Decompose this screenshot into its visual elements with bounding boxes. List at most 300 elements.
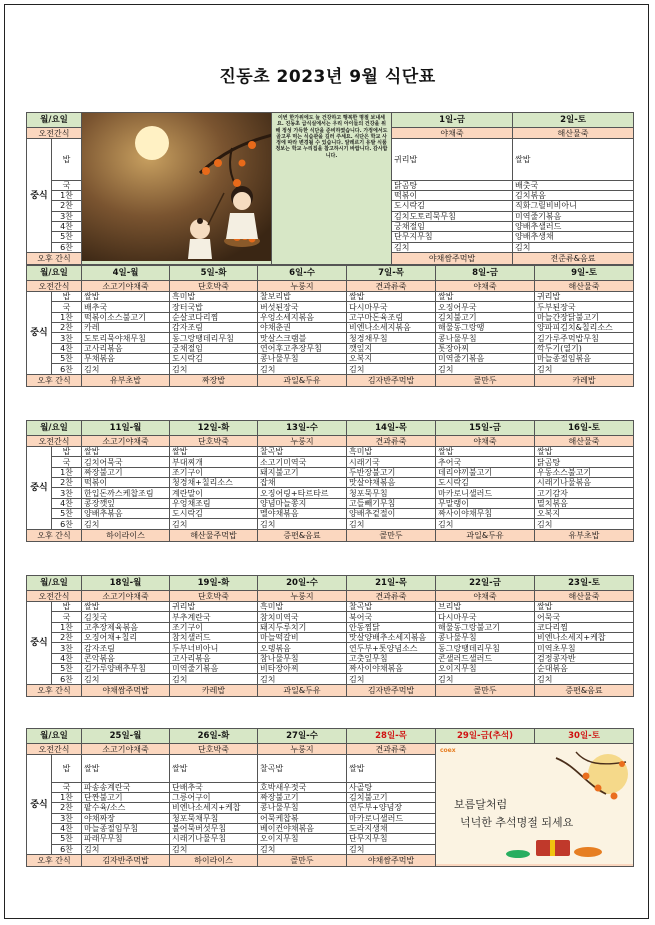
week-table-2 xyxy=(26,265,634,387)
meal-cell: 마늘간장닭불고기 xyxy=(535,312,634,322)
week-table-1 xyxy=(26,112,634,265)
meal-cell: 떡볶이 xyxy=(82,478,170,488)
meal-cell: 두반장불고기 xyxy=(347,467,436,477)
am-snack-label: 오전간식 xyxy=(27,128,82,139)
meal-cell: 오복지 xyxy=(535,509,634,519)
meal-cell: 북어국 xyxy=(347,612,436,622)
page-title: 진동초 2023년 9월 식단표 xyxy=(219,67,436,87)
week-table-3 xyxy=(26,420,634,542)
row-label: 국 xyxy=(52,457,82,467)
meal-cell: 깍두기(열기) xyxy=(535,343,634,353)
am-snack-label: 오전간식 xyxy=(27,281,82,292)
day-header-row xyxy=(27,729,634,744)
meal-cell: 맛살야채볶음 xyxy=(347,478,436,488)
day-header-label: 월/요일 xyxy=(27,576,82,591)
meal-cell: 우엉소세지볶음 xyxy=(258,312,347,322)
meal-cell: 도시락김 xyxy=(392,201,513,211)
row-label: 4찬 xyxy=(52,343,82,353)
meal-cell: 맛살양배추소세지볶음 xyxy=(347,633,436,643)
am-snack-cell: 소고기야채죽 xyxy=(82,281,170,292)
meal-cell: 김치 xyxy=(436,519,535,529)
meal-cell: 검정콩자반 xyxy=(535,653,634,663)
row-label: 1찬 xyxy=(52,792,82,802)
meal-cell: 김치 xyxy=(535,364,634,374)
am-snack-label: 오전간식 xyxy=(27,436,82,447)
pm-snack-label: 오후 간식 xyxy=(27,253,82,265)
greeting-line-1: 보름달처럼 xyxy=(454,798,508,811)
meal-cell: 고들빼기무침 xyxy=(347,498,436,508)
meal-cell: 오뎅볶음 xyxy=(258,643,347,653)
row-label: 5찬 xyxy=(52,834,82,844)
meal-cell: 동그랑땡데리무침 xyxy=(436,643,535,653)
pm-snack-cell: 전준류&음료 xyxy=(513,253,634,265)
chuseok-greeting-card xyxy=(436,744,634,867)
day-header-label: 월/요일 xyxy=(27,729,82,744)
meal-cell: 베이컨야채볶음 xyxy=(258,823,347,833)
meal-cell: 계란말이 xyxy=(170,488,258,498)
pm-snack-cell: 김자반주먹밥 xyxy=(347,684,436,696)
pm-snack-row xyxy=(27,374,634,386)
row-label: 국 xyxy=(52,612,82,622)
am-snack-cell: 단호박죽 xyxy=(170,281,258,292)
row-label: 6찬 xyxy=(52,242,82,252)
meal-row xyxy=(27,467,634,477)
row-label: 국 xyxy=(52,782,82,792)
meal-row xyxy=(27,323,634,333)
row-label: 3찬 xyxy=(52,488,82,498)
lunch-label: 중식 xyxy=(27,292,52,375)
day-header: 15일-금 xyxy=(436,421,535,436)
meal-cell: 안동찜닭 xyxy=(347,622,436,632)
meal-cell: 찰곡밥 xyxy=(258,755,347,783)
day-header: 19일-화 xyxy=(170,576,258,591)
day-header-holiday: 29일-금(추석) xyxy=(436,729,535,744)
meal-cell: 쌀밥 xyxy=(170,755,258,783)
meal-row xyxy=(27,664,634,674)
meal-cell: 우동소스불고기 xyxy=(535,467,634,477)
meal-cell: 어묵국 xyxy=(535,612,634,622)
row-label: 2찬 xyxy=(52,803,82,813)
meal-cell: 야채춘권 xyxy=(258,323,347,333)
meal-row xyxy=(27,612,634,622)
meal-cell: 단무지무침 xyxy=(347,834,436,844)
am-snack-cell: 소고기야채죽 xyxy=(82,744,170,755)
meal-cell: 짜사이야채무침 xyxy=(436,509,535,519)
meal-cell: 두부된장국 xyxy=(535,302,634,312)
am-snack-cell: 해산물죽 xyxy=(535,281,634,292)
am-snack-cell: 견과류죽 xyxy=(347,436,436,447)
meal-cell: 김치 xyxy=(82,364,170,374)
meal-cell: 쌀밥 xyxy=(82,292,170,302)
meal-cell: 파래무무침 xyxy=(82,834,170,844)
meal-cell: 쌀밥 xyxy=(82,602,170,612)
meal-cell: 찰곡밥 xyxy=(258,447,347,457)
day-header: 25일-월 xyxy=(82,729,170,744)
meal-cell: 사골탕 xyxy=(347,782,436,792)
meal-cell: 오징어링+타르타르 xyxy=(258,488,347,498)
meal-cell: 김치 xyxy=(347,674,436,684)
meal-cell: 감자조림 xyxy=(82,643,170,653)
meal-row xyxy=(27,602,634,612)
row-label: 5찬 xyxy=(52,509,82,519)
meal-cell: 해물동그랑땡 xyxy=(436,323,535,333)
meal-cell: 조기구이 xyxy=(170,467,258,477)
row-label: 밥 xyxy=(52,602,82,612)
row-label: 밥 xyxy=(52,447,82,457)
meal-cell: 소고기미역국 xyxy=(258,457,347,467)
pm-snack-cell: 증편&음료 xyxy=(258,529,347,541)
meal-cell: 감자조림 xyxy=(170,323,258,333)
meal-cell: 코다리찜 xyxy=(535,622,634,632)
row-label: 밥 xyxy=(52,755,82,783)
meal-cell: 귀리밥 xyxy=(392,139,513,181)
meal-cell: 양배추겉절이 xyxy=(347,509,436,519)
meal-cell: 김치 xyxy=(535,674,634,684)
pm-snack-cell: 콜만두 xyxy=(436,684,535,696)
lunch-label: 중식 xyxy=(27,447,52,530)
meal-cell: 도시락김 xyxy=(170,509,258,519)
meal-cell: 콩장깻잎 xyxy=(82,498,170,508)
meal-cell: 김치 xyxy=(347,844,436,854)
meal-cell: 부추계란국 xyxy=(170,612,258,622)
am-snack-cell: 누룽지 xyxy=(258,281,347,292)
meal-cell: 멸치볶음 xyxy=(535,498,634,508)
meal-cell: 김치 xyxy=(535,519,634,529)
meal-cell: 흑미밥 xyxy=(258,602,347,612)
day-header: 26일-화 xyxy=(170,729,258,744)
day-header-row xyxy=(27,576,634,591)
meal-cell: 연두부+양념장 xyxy=(347,803,436,813)
meal-cell: 두부너비아니 xyxy=(170,643,258,653)
meal-cell: 청포묵채무침 xyxy=(170,813,258,823)
meal-cell: 짜장불고기 xyxy=(82,467,170,477)
meal-row xyxy=(27,488,634,498)
meal-cell: 마늘종절임볶음 xyxy=(535,354,634,364)
row-label: 1찬 xyxy=(52,467,82,477)
meal-cell: 김치 xyxy=(392,242,513,252)
day-header: 1일-금 xyxy=(392,113,513,128)
meal-cell: 김가루양배추무침 xyxy=(82,664,170,674)
am-snack-cell: 누룽지 xyxy=(258,436,347,447)
meal-cell: 맛살스크램블 xyxy=(258,333,347,343)
meal-cell: 쌀밥 xyxy=(347,755,436,783)
meal-row xyxy=(27,302,634,312)
meal-cell: 콩나물무침 xyxy=(436,333,535,343)
pm-snack-cell: 카레밥 xyxy=(170,684,258,696)
meal-cell: 도라지생채 xyxy=(347,823,436,833)
row-label: 4찬 xyxy=(52,653,82,663)
meal-cell: 양배추생채 xyxy=(513,232,634,242)
meal-row xyxy=(27,364,634,374)
row-label: 3찬 xyxy=(52,211,82,221)
meal-cell: 쌀밥 xyxy=(436,292,535,302)
meal-cell: 도시락김 xyxy=(170,354,258,364)
pm-snack-label: 오후 간식 xyxy=(27,684,82,696)
meal-cell: 고추장제육볶음 xyxy=(82,622,170,632)
full-moon-icon xyxy=(135,126,169,160)
row-label: 3찬 xyxy=(52,643,82,653)
meal-cell: 콩나물무침 xyxy=(258,354,347,364)
day-header: 21일-목 xyxy=(347,576,436,591)
am-snack-row xyxy=(27,591,634,602)
pm-snack-cell: 카레밥 xyxy=(535,374,634,386)
meal-cell: 비타장아찌 xyxy=(258,664,347,674)
row-label: 5찬 xyxy=(52,354,82,364)
day-header: 11일-월 xyxy=(82,421,170,436)
pm-snack-cell: 짜장밥 xyxy=(170,374,258,386)
meal-row xyxy=(27,519,634,529)
meal-row xyxy=(27,643,634,653)
meal-cell: 무채볶음 xyxy=(82,354,170,364)
row-label: 4찬 xyxy=(52,498,82,508)
brand-logo: coex xyxy=(440,747,456,754)
meal-cell: 고기감자 xyxy=(535,488,634,498)
meal-row xyxy=(27,498,634,508)
pm-snack-cell: 김자반주먹밥 xyxy=(347,374,436,386)
meal-cell: 김치 xyxy=(258,844,347,854)
pm-snack-cell: 야채쌈주먹밥 xyxy=(392,253,513,265)
meal-cell: 참치미역국 xyxy=(258,612,347,622)
am-snack-row xyxy=(27,436,634,447)
meal-cell: 김치 xyxy=(436,674,535,684)
meal-cell: 오징어채+칠리 xyxy=(82,633,170,643)
pm-snack-cell: 하이라이스 xyxy=(170,855,258,867)
meal-cell: 짜사이야채볶음 xyxy=(347,664,436,674)
am-snack-cell: 야채죽 xyxy=(436,591,535,602)
am-snack-cell: 단호박죽 xyxy=(170,591,258,602)
meal-cell: 마늘종절임무침 xyxy=(82,823,170,833)
pm-snack-cell: 유부초밥 xyxy=(82,374,170,386)
row-label: 국 xyxy=(52,302,82,312)
am-snack-cell: 단호박죽 xyxy=(170,436,258,447)
am-snack-cell: 야채죽 xyxy=(392,128,513,139)
day-header: 28일-목 xyxy=(347,729,436,744)
pm-snack-cell: 콜만두 xyxy=(436,374,535,386)
meal-cell: 닭곰탕 xyxy=(392,180,513,190)
meal-cell: 팥수육/소스 xyxy=(82,803,170,813)
greeting-line-2: 넉넉한 추석명절 되세요 xyxy=(460,816,574,829)
pm-snack-cell: 콜만두 xyxy=(347,529,436,541)
meal-cell: 오징어무국 xyxy=(436,302,535,312)
day-header: 18일-월 xyxy=(82,576,170,591)
day-header: 23일-토 xyxy=(535,576,634,591)
meal-cell: 콘악볶음 xyxy=(82,653,170,663)
day-header: 8일-금 xyxy=(436,266,535,281)
meal-cell: 김치어묵국 xyxy=(82,457,170,467)
day-header-row xyxy=(27,266,634,281)
day-header: 7일-목 xyxy=(347,266,436,281)
notice-text: 이번 한가위에도 늘 건강하고 행복한 명절 보내세요. 진동초 급식실에서는 우리 아이들의 건강을 위해 정성 가득한 식단을 준비하였습니다. 가정에서도 골고루 먹는 식습관을 길러 주세요. 식단은 학교 사정에 따라 변경될 수 있습니다. 알레르기 유발 식품 정보는 학교 누리집을 참고하시기 바랍니다. 감사합니다. xyxy=(272,113,392,265)
day-header: 27일-수 xyxy=(258,729,347,744)
day-header-row xyxy=(27,113,634,128)
meal-cell: 양배추샐러드 xyxy=(513,221,634,231)
meal-cell: 김치 xyxy=(513,242,634,252)
row-label: 6찬 xyxy=(52,519,82,529)
meal-row xyxy=(27,333,634,343)
meal-cell: 청경채무침 xyxy=(347,333,436,343)
meal-cell: 직화그릴비비아니 xyxy=(513,201,634,211)
meal-cell: 청경채+칠리소스 xyxy=(170,478,258,488)
row-label: 1찬 xyxy=(52,312,82,322)
meal-cell: 연두부+톳양념소스 xyxy=(347,643,436,653)
row-label: 6찬 xyxy=(52,674,82,684)
lunch-label: 중식 xyxy=(27,139,52,253)
meal-row xyxy=(27,478,634,488)
day-header: 14일-목 xyxy=(347,421,436,436)
meal-cell: 김치 xyxy=(82,519,170,529)
meal-cell: 짜장불고기 xyxy=(258,792,347,802)
meal-cell: 김치 xyxy=(170,844,258,854)
pm-snack-label: 오후 간식 xyxy=(27,374,82,386)
meal-cell: 연어후고추장무침 xyxy=(258,343,347,353)
am-snack-cell: 단호박죽 xyxy=(170,744,258,755)
meal-cell: 단배추국 xyxy=(170,782,258,792)
chuseok-moon-illustration xyxy=(82,113,272,265)
day-header: 12일-화 xyxy=(170,421,258,436)
pm-snack-cell: 콜만두 xyxy=(258,855,347,867)
meal-cell: 김치 xyxy=(258,674,347,684)
row-label: 밥 xyxy=(52,292,82,302)
meal-cell: 브리밥 xyxy=(436,602,535,612)
am-snack-label: 오전간식 xyxy=(27,744,82,755)
meal-cell: 떡볶이소스불고기 xyxy=(82,312,170,322)
meal-cell: 고춧잎무침 xyxy=(347,653,436,663)
pm-snack-cell: 과일&두유 xyxy=(258,374,347,386)
pm-snack-row xyxy=(27,684,634,696)
row-label: 4찬 xyxy=(52,221,82,231)
day-header-label: 월/요일 xyxy=(27,266,82,281)
meal-cell: 궁채절임 xyxy=(170,343,258,353)
moon-persimmon-illustration xyxy=(82,113,272,261)
meal-cell: 쌀밥 xyxy=(82,447,170,457)
day-header: 22일-금 xyxy=(436,576,535,591)
meal-cell: 콩나물무침 xyxy=(436,633,535,643)
meal-cell: 김치 xyxy=(258,364,347,374)
meal-cell: 시래기나물볶음 xyxy=(535,478,634,488)
am-snack-row xyxy=(27,281,634,292)
meal-cell: 단무지무침 xyxy=(392,232,513,242)
row-label: 3찬 xyxy=(52,333,82,343)
week-table-5 xyxy=(26,728,634,867)
meal-cell: 고사리볶음 xyxy=(170,653,258,663)
meal-cell: 야채짜장 xyxy=(82,813,170,823)
meal-cell: 양배추볶음 xyxy=(82,509,170,519)
day-header: 6일-수 xyxy=(258,266,347,281)
day-header-label: 월/요일 xyxy=(27,113,82,128)
am-snack-cell: 견과류죽 xyxy=(347,744,436,755)
meal-cell: 찰보리밥 xyxy=(258,292,347,302)
meal-cell: 양념마늘쫑지 xyxy=(258,498,347,508)
meal-cell: 돼지두루치기 xyxy=(258,622,347,632)
am-snack-cell: 해산물죽 xyxy=(535,436,634,447)
meal-cell: 시래기국 xyxy=(347,457,436,467)
meal-cell: 깻잎지 xyxy=(347,343,436,353)
meal-cell: 돼지불고기 xyxy=(258,467,347,477)
meal-cell: 버섯된장국 xyxy=(258,302,347,312)
row-label: 2찬 xyxy=(52,478,82,488)
row-label: 2찬 xyxy=(52,201,82,211)
meal-row xyxy=(27,457,634,467)
pm-snack-cell: 증편&음료 xyxy=(535,684,634,696)
meal-row xyxy=(27,292,634,302)
meal-cell: 배춧국 xyxy=(513,180,634,190)
am-snack-cell: 해산물죽 xyxy=(513,128,634,139)
meal-cell: 김치불고기 xyxy=(347,792,436,802)
meal-cell: 단짠불고기 xyxy=(82,792,170,802)
pm-snack-cell: 과일&두유 xyxy=(258,684,347,696)
row-label: 6찬 xyxy=(52,364,82,374)
meal-cell: 귀리밥 xyxy=(535,292,634,302)
day-header: 20일-수 xyxy=(258,576,347,591)
row-label: 2찬 xyxy=(52,323,82,333)
meal-cell: 참치샐러드 xyxy=(170,633,258,643)
pm-snack-cell: 하이라이스 xyxy=(82,529,170,541)
meal-row xyxy=(27,343,634,353)
day-header: 9일-토 xyxy=(535,266,634,281)
meal-cell: 추어국 xyxy=(436,457,535,467)
meal-cell: 고사리볶음 xyxy=(82,343,170,353)
meal-cell: 흑미밥 xyxy=(347,447,436,457)
meal-cell: 김치 xyxy=(347,364,436,374)
lunch-label: 중식 xyxy=(27,602,52,685)
meal-cell: 순살코다리찜 xyxy=(170,312,258,322)
meal-cell: 미역줄기볶음 xyxy=(170,664,258,674)
am-snack-cell: 소고기야채죽 xyxy=(82,436,170,447)
meal-cell: 콩나물무침 xyxy=(258,803,347,813)
row-label: 2찬 xyxy=(52,633,82,643)
week-table-4 xyxy=(26,575,634,697)
row-label: 5찬 xyxy=(52,232,82,242)
row-label: 5찬 xyxy=(52,664,82,674)
meal-cell: 떡볶이 xyxy=(392,190,513,200)
am-snack-cell: 누룽지 xyxy=(258,591,347,602)
meal-cell: 김치 xyxy=(170,364,258,374)
pm-snack-cell: 유부초밥 xyxy=(535,529,634,541)
row-label: 국 xyxy=(52,180,82,190)
meal-cell: 흑미밥 xyxy=(170,292,258,302)
meal-cell: 동그랑땡데리무침 xyxy=(170,333,258,343)
meal-cell: 김치불고기 xyxy=(436,312,535,322)
row-label: 밥 xyxy=(52,139,82,181)
meal-cell: 다시마무국 xyxy=(436,612,535,622)
row-label: 3찬 xyxy=(52,813,82,823)
am-snack-cell: 누룽지 xyxy=(258,744,347,755)
am-snack-row xyxy=(27,744,634,755)
meal-row xyxy=(27,509,634,519)
pm-snack-label: 오후 간식 xyxy=(27,855,82,867)
meal-cell: 시래기나물무침 xyxy=(170,834,258,844)
meal-cell: 비엔나소세지볶음 xyxy=(347,323,436,333)
pm-snack-row xyxy=(27,529,634,541)
lunch-label: 중식 xyxy=(27,755,52,855)
am-snack-cell: 견과류죽 xyxy=(347,591,436,602)
meal-cell: 무말랭이 xyxy=(436,498,535,508)
meal-cell: 쌀밥 xyxy=(535,602,634,612)
meal-cell: 카레 xyxy=(82,323,170,333)
meal-cell: 비엔나소세지+케찹 xyxy=(170,803,258,813)
row-label: 6찬 xyxy=(52,844,82,854)
row-label: 1찬 xyxy=(52,190,82,200)
am-snack-cell: 견과류죽 xyxy=(347,281,436,292)
meal-cell: 귀리밥 xyxy=(170,602,258,612)
meal-cell: 오이지무침 xyxy=(258,834,347,844)
meal-cell: 오이지무침 xyxy=(436,664,535,674)
meal-cell: 한입돈까스케찹조림 xyxy=(82,488,170,498)
meal-cell: 쌀밥 xyxy=(170,447,258,457)
meal-cell: 오복지 xyxy=(347,354,436,364)
meal-row xyxy=(27,653,634,663)
meal-cell: 김치도토리묵무침 xyxy=(392,211,513,221)
